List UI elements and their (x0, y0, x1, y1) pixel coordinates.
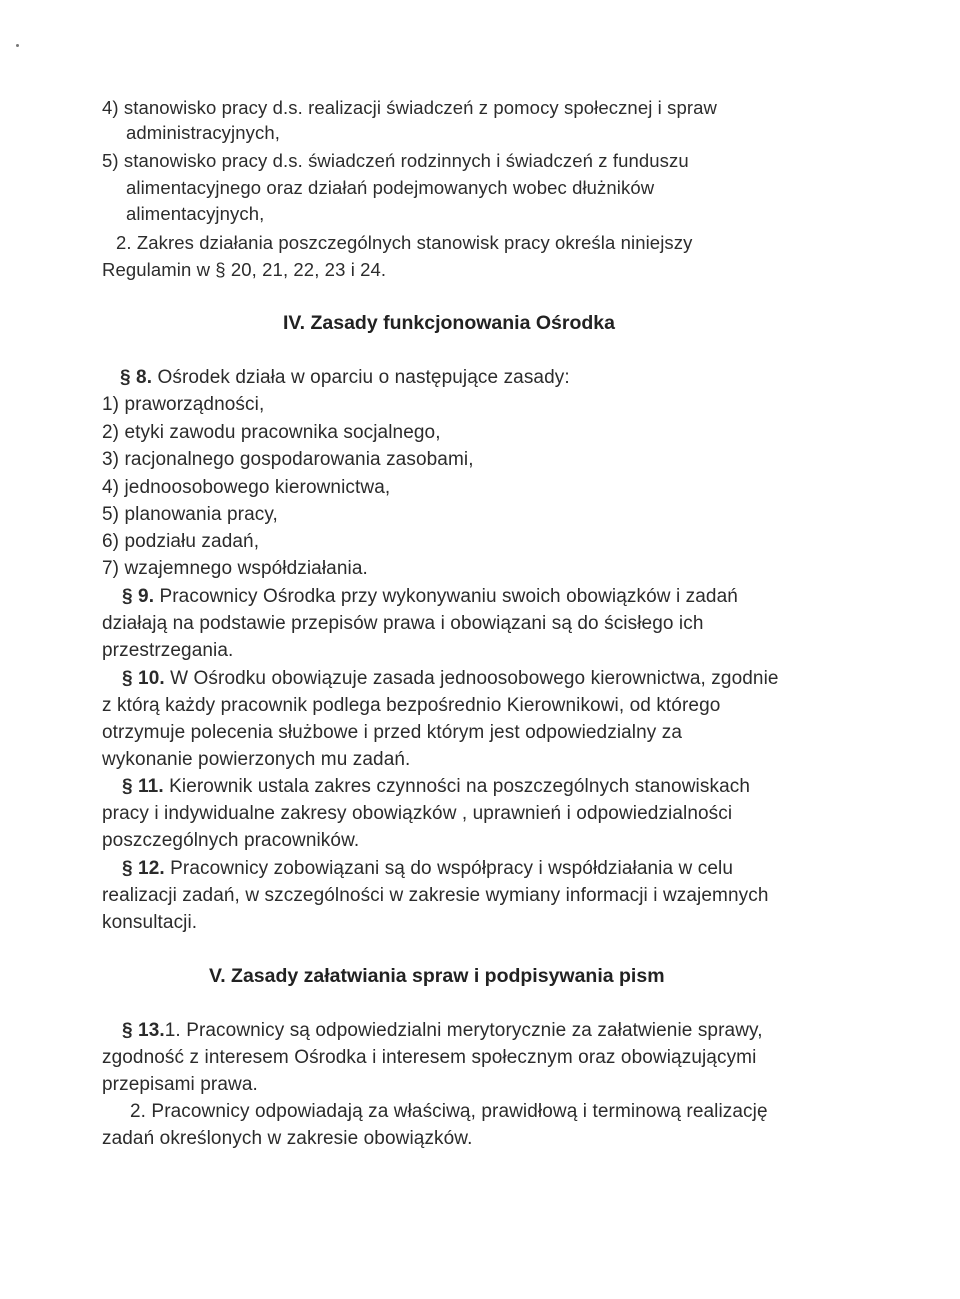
principle-item: 2) etyki zawodu pracownika socjalnego, (102, 422, 441, 443)
item-5-line-1: 5) stanowisko pracy d.s. świadczeń rodzinnych i świadczeń z funduszu (102, 150, 689, 171)
paragraph-10-line-1 (122, 667, 779, 691)
scan-speck (16, 44, 19, 47)
section-v-heading: V. Zasady załatwiania spraw i podpisywania pism (209, 965, 665, 987)
paragraph-10-line-4: wykonanie powierzonych mu zadań. (102, 749, 411, 770)
paragraph-11-line-3: poszczególnych pracowników. (102, 830, 360, 851)
item-4-line-1: 4) stanowisko pracy d.s. realizacji świadczeń z pomocy społecznej i spraw (102, 97, 717, 118)
paragraph-10-line-3: otrzymuje polecenia służbowe i przed którym jest odpowiedzialny za (102, 722, 683, 743)
item-5-line-2: alimentacyjnego oraz działań podejmowanych wobec dłużników (126, 177, 655, 198)
paragraph-9-mark: § 9. (122, 586, 155, 607)
paragraph-9-line-1 (122, 585, 738, 609)
paragraph-11-line-2: pracy i indywidualne zakresy obowiązków , uprawnień i odpowiedzialności (102, 803, 733, 824)
paragraph-10-mark: § 10. (122, 668, 165, 689)
paragraph-13-mark: § 13. (122, 1020, 165, 1041)
principle-item: 5) planowania pracy, (102, 504, 278, 525)
paragraph-12-mark: § 12. (122, 858, 165, 879)
principle-item: 3) racjonalnego gospodarowania zasobami, (102, 449, 474, 470)
principle-item: 6) podziału zadań, (102, 531, 260, 552)
point-2-line-2: Regulamin w § 20, 21, 22, 23 i 24. (102, 259, 387, 280)
paragraph-13-line-1 (122, 1019, 763, 1043)
paragraph-13-line-2: zgodność z interesem Ośrodka i interesem społecznym oraz obowiązującymi (102, 1047, 757, 1068)
paragraph-9-text: Pracownicy Ośrodka przy wykonywaniu swoich obowiązków i zadań (154, 586, 738, 607)
paragraph-9-line-2: działają na podstawie przepisów prawa i obowiązani są do ścisłego ich (102, 613, 704, 634)
paragraph-11-text: Kierownik ustala zakres czynności na poszczególnych stanowiskach (163, 776, 750, 797)
principle-item: 7) wzajemnego współdziałania. (102, 558, 368, 579)
point-2-line-1: 2. Zakres działania poszczególnych stanowisk pracy określa niniejszy (116, 232, 693, 253)
paragraph-11-line-1 (122, 775, 750, 799)
paragraph-13-point-2-line-1: 2. Pracownicy odpowiadają za właściwą, prawidłową i terminową realizację (130, 1101, 768, 1122)
principle-item: 1) praworządności, (102, 394, 265, 415)
paragraph-10-text: W Ośrodku obowiązuje zasada jednoosobowego kierownictwa, zgodnie (164, 668, 779, 689)
paragraph-8-intro (120, 366, 570, 390)
paragraph-8-mark: § 8. (120, 367, 153, 388)
paragraph-12-text: Pracownicy zobowiązani są do współpracy i współdziałania w celu (164, 858, 733, 879)
paragraph-9-line-3: przestrzegania. (102, 640, 234, 661)
principle-item: 4) jednoosobowego kierownictwa, (102, 477, 391, 498)
paragraph-11-mark: § 11. (122, 776, 164, 797)
item-5-line-3: alimentacyjnych, (126, 203, 265, 224)
paragraph-12-line-3: konsultacji. (102, 912, 198, 933)
paragraph-8-text: Ośrodek działa w oparciu o następujące zasady: (152, 367, 570, 388)
paragraph-13-point-2-line-2: zadań określonych w zakresie obowiązków. (102, 1128, 473, 1149)
paragraph-13-text: 1. Pracownicy są odpowiedzialni merytorycznie za załatwienie sprawy, (164, 1020, 763, 1041)
paragraph-13-line-3: przepisami prawa. (102, 1074, 258, 1095)
paragraph-10-line-2: z którą każdy pracownik podlega bezpośrednio Kierownikowi, od którego (102, 695, 721, 716)
paragraph-12-line-2: realizacji zadań, w szczególności w zakresie wymiany informacji i wzajemnych (102, 885, 769, 906)
section-iv-heading: IV. Zasady funkcjonowania Ośrodka (283, 312, 615, 334)
item-4-line-2: administracyjnych, (126, 122, 280, 143)
paragraph-12-line-1 (122, 857, 733, 881)
